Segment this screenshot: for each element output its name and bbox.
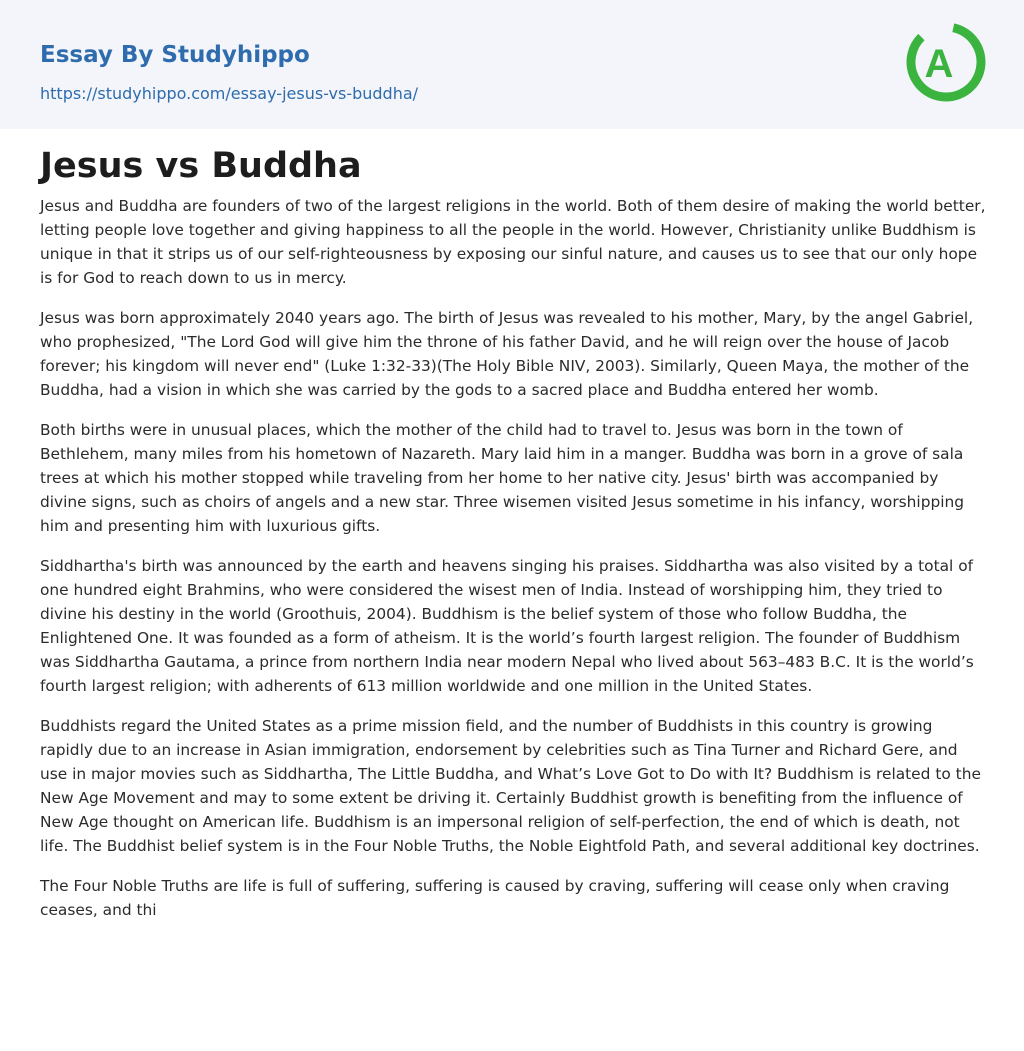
essay-paragraph: The Four Noble Truths are life is full of suffering, suffering is caused by craving, suffering will cease only when craving ceases, and thi: [40, 877, 950, 919]
essay-title: Jesus vs Buddha: [40, 146, 362, 186]
essay-paragraph: Both births were in unusual places, which the mother of the child had to travel to. Jesus was born in the town of Bethlehem, many miles from his hometown of Nazareth. Mary laid him in a manger. Buddha was born in a grove of sala trees at which his mother stopped while traveling from her home to her native city. Jesus' birth was accompanied by divine signs, such as choirs of angels and a new star. Three wisemen visited Jesus sometime in his infancy, worshipping him and presenting him with luxurious gifts.: [40, 421, 965, 535]
studyhippo-logo[interactable]: [906, 18, 988, 106]
essay-paragraph: Jesus and Buddha are founders of two of the largest religions in the world. Both of them desire of making the world better, letting people love together and giving happiness to all the people in the world. However, Christianity unlike Buddhism is unique in that it strips us of our self-righteousness by exposing our sinful nature, and causes us to see that our only hope is for God to reach down to us in mercy.: [40, 197, 986, 287]
essay-paragraph: Jesus was born approximately 2040 years ago. The birth of Jesus was revealed to his mother, Mary, by the angel Gabriel, who prophesized, "The Lord God will give him the throne of his father David, and he will reign over the house of Jacob forever; his kingdom will never end" (Luke 1:32-33)(The Holy Bible NIV, 2003). Similarly, Queen Maya, the mother of the Buddha, had a vision in which she was carried by the gods to a sacred place and Buddha entered her womb.: [40, 309, 974, 399]
essay-body: [40, 194, 988, 938]
essay-paragraph: Buddhists regard the United States as a prime mission field, and the number of Buddhists in this country is growing rapidly due to an increase in Asian immigration, endorsement by celebrities such as Tina Turner and Richard Gere, and use in major movies such as Siddhartha, The Little Buddha, and What’s Love Got to Do with It? Buddhism is related to the New Age Movement and may to some extent be driving it. Certainly Buddhist growth is benefiting from the influence of New Age thought on American life. Buddhism is an impersonal religion of self-perfection, the end of which is death, not life. The Buddhist belief system is in the Four Noble Truths, the Noble Eightfold Path, and several additional key doctrines.: [40, 717, 981, 855]
logo-letter: A: [924, 42, 954, 86]
site-header: [0, 0, 1024, 129]
essay-paragraph: Siddhartha's birth was announced by the earth and heavens singing his praises. Siddhartha was also visited by a total of one hundred eight Brahmins, who were considered the wisest men of India. Instead of worshipping him, they tried to divine his destiny in the world (Groothuis, 2004). Buddhism is the belief system of those who follow Buddha, the Enlightened One. It was founded as a form of atheism. It is the world’s fourth largest religion. The founder of Buddhism was Siddhartha Gautama, a prince from northern India near modern Nepal who lived about 563–483 B.C. It is the world’s fourth largest religion; with adherents of 613 million worldwide and one million in the United States.: [40, 557, 974, 695]
site-brand-title[interactable]: Essay By Studyhippo: [40, 42, 310, 68]
essay-url-link[interactable]: https://studyhippo.com/essay-jesus-vs-buddha/: [40, 84, 419, 103]
